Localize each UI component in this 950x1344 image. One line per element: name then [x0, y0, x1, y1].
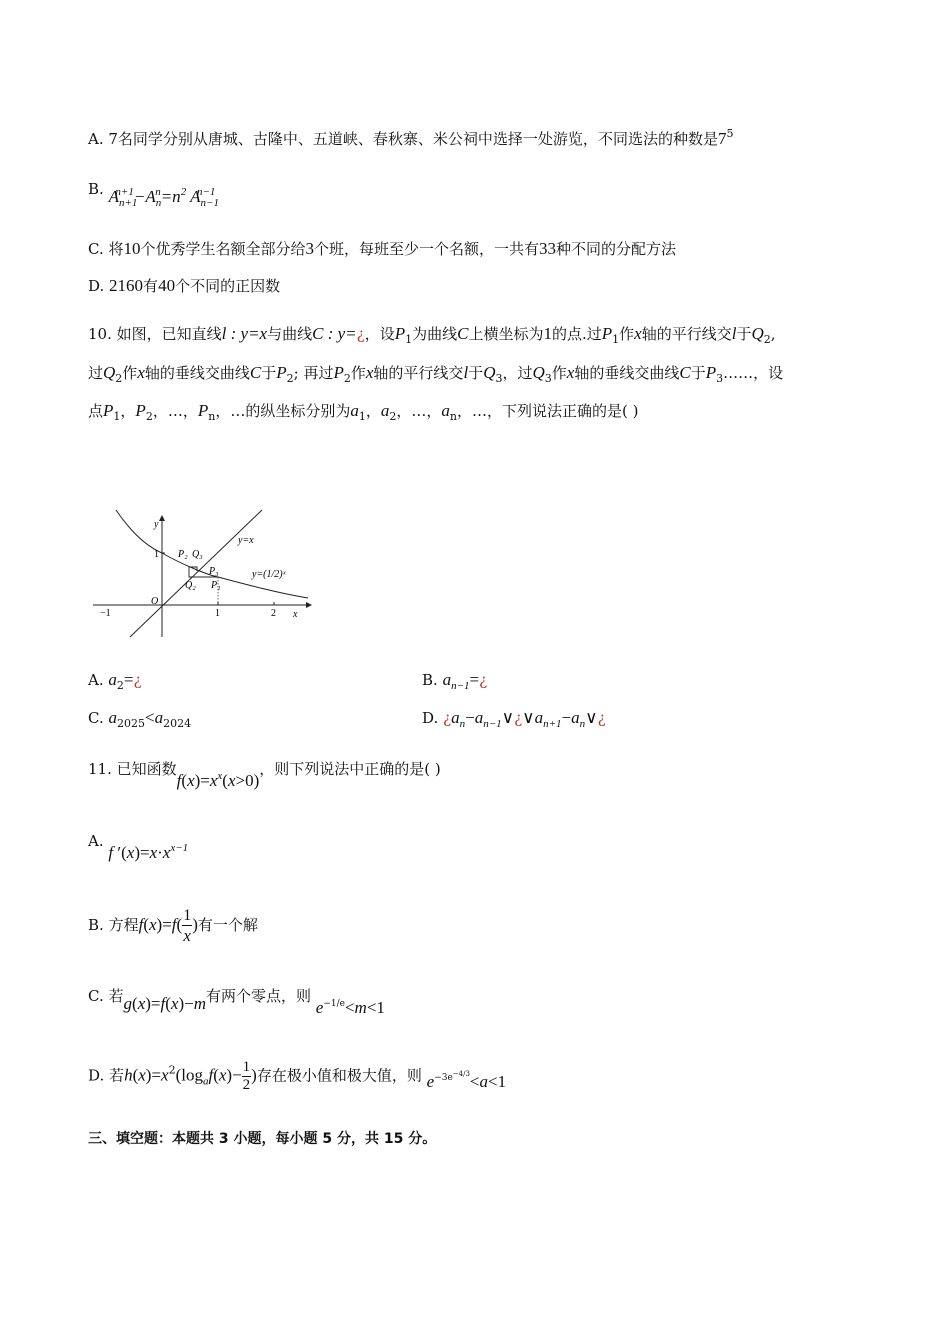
q10-option-a: A. $a_2=¿$: [88, 670, 142, 692]
q10-option-b: B. $a_{n-1}=¿$: [422, 670, 488, 692]
q9-option-d: D. 2160有40个不同的正因数: [88, 276, 281, 295]
q10-line-1: 10. 如图，已知直线l : y=x与曲线C : y=¿，设$P_1$为曲线C上横坐标为1的点.过$P_1$作x轴的平行线交l于$Q_2$,: [88, 324, 776, 346]
fig-label-one-x: 1: [215, 608, 220, 619]
q11-option-d: D. 若$h(x)=x^2(\log_af(x)-$ $\frac{1}{2}$ )存在极小值和极大值，则 $e^{-3e^{-4/3}}<a<1$: [88, 1059, 507, 1093]
q11-option-b: B. 方程f(x)=f( $\frac{1}{x}$ )有一个解: [88, 907, 258, 945]
q9-option-c: C. 将10个优秀学生名额全部分给3个班，每班至少一个名额，一共有33种不同的分配方法: [88, 239, 677, 258]
q9-option-b: B. $A_{n+1}^{n+1}-A_n^n=n^2$ $A_{n-1}^{n-1}$: [88, 180, 219, 209]
fig-label-p1: P₁: [211, 580, 221, 591]
fig-label-curve: y=(1/2)ˣ: [252, 569, 286, 580]
line-y-equals-x: [130, 510, 262, 637]
q11-stem: 11. 已知函数$f(x)=x^x(x>0)$，则下列说法中正确的是( ): [88, 760, 441, 790]
fig-label-y: y: [154, 519, 159, 530]
fig-label-x: x: [293, 609, 298, 620]
fig-label-p2: P₂: [178, 549, 188, 560]
fig-label-one-y: 1: [154, 549, 159, 560]
q11-option-c: C. 若g(x)=f(x)−m有两个零点，则 $e^{-1/e}<m<1$: [88, 987, 385, 1017]
fig-label-q2: Q₂: [185, 580, 196, 591]
q10-line-3: 点$P_1$，$P_2$，…，$P_n$，…的纵坐标分别为$a_1$，$a_2$，…，$a_n$，…，下列说法正确的是( ): [88, 401, 639, 423]
q10-option-c: C. $a_{2025}<a_{2024}$: [88, 708, 192, 730]
fig-label-line: y=x: [238, 535, 254, 546]
q11-option-a: A. f $'(x)=x\cdot x^{x-1}$: [88, 832, 189, 862]
fig-label-p3: P₃: [209, 566, 219, 577]
q9-option-a: A. 7名同学分别从唐城、古隆中、五道峡、春秋寨、米公祠中选择一处游览，不同选法的种数是$7^5$: [88, 127, 734, 148]
y-axis-arrow: [159, 515, 165, 521]
section-3-title: 三、填空题：本题共 3 小题，每小题 5 分，共 15 分。: [88, 1131, 437, 1147]
fig-label-origin: O: [151, 596, 159, 607]
x-axis-arrow: [306, 602, 312, 608]
fig-label-two-x: 2: [271, 608, 276, 619]
q10-option-d: D. ¿$a_n-a_{n-1}\vee¿\vee a_{n+1}-a_n\vee¿$: [422, 708, 606, 730]
fig-label-neg-one: −1: [100, 608, 111, 619]
q10-figure: [88, 505, 313, 640]
fig-label-q3: Q₃: [192, 549, 203, 560]
q10-line-2: 过$Q_2$作x轴的垂线交曲线C于$P_2$; 再过$P_2$作x轴的平行线交l于$Q_3$，过$Q_3$作x轴的垂线交曲线C于$P_3\dots\dots$，设: [88, 363, 784, 385]
